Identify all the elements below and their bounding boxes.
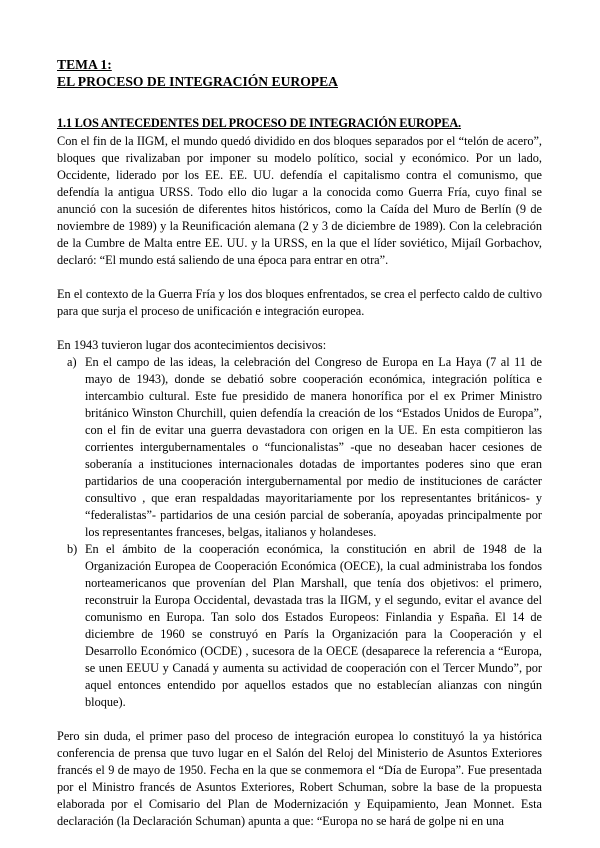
list-item-text: En el ámbito de la cooperación económica, la constitución en abril de 1948 de la Organización Europea de Cooperación Económica (OECE), la cual administraba los fondos norteamericanos que provenían del Plan Marshall, que tenía dos objetivos: el primero, reconstruir la Europa Occidental, devastada tras la IIGM, y el segundo, evitar el avance del comunismo en Europa. Tan solo dos Estados Europeos: Finlandia y España. El 14 de diciembre de 1960 se construyó en París la Organización para la Cooperación y el Desarrollo Económico (OCDE) , sucesora de la OECE (desaparece la referencia a “Europa, se unen EEUU y Canadá y aumenta su actividad de cooperación con el Tercer Mundo”, por aquel entonces entendido por aquellos estados que no establecían alianzas con ningún bloque). bbox=[85, 542, 542, 709]
document-page bbox=[57, 56, 542, 830]
title-line-2: EL PROCESO DE INTEGRACIÓN EUROPEA bbox=[57, 74, 338, 89]
list-item bbox=[57, 541, 542, 711]
events-list bbox=[57, 354, 542, 711]
list-item-text: En el campo de las ideas, la celebración del Congreso de Europa en La Haya (7 al 11 de mayo de 1943), donde se debatió sobre cooperación económica, integración política e intercambio cultural. Este fue presidido de manera honorífica por el ex Primer Ministro británico Winston Churchill, quien defendía la creación de los “Estados Unidos de Europa”, con el fin de evitar una guerra devastadora con origen en la UE. En esta compitieron las corrientes intergubernamentales o “funcionalistas” -que no deseaban hacer cesiones de soberanía a instituciones internacionales dotadas de importantes poderes sino que eran partidarios de una cooperación intergubernamental por medio de instituciones de carácter consultivo , que eran respaldadas mayoritariamente por los representantes británicos- y “federalistas”- partidarios de una cesión parcial de soberanía, apoyadas principalmente por los representantes franceses, belgas, italianos y holandeses. bbox=[85, 355, 542, 539]
list-item bbox=[57, 354, 542, 541]
list-item-label: a) bbox=[67, 355, 77, 369]
paragraph-context: En el contexto de la Guerra Fría y los dos bloques enfrentados, se crea el perfecto caldo de cultivo para que surja el proceso de unificación e integración europea. bbox=[57, 287, 542, 318]
section-heading: 1.1 LOS ANTECEDENTES DEL PROCESO DE INTEGRACIÓN EUROPEA. bbox=[57, 116, 461, 130]
list-item-label: b) bbox=[67, 542, 78, 556]
page-title bbox=[57, 56, 542, 90]
paragraph-events-intro: En 1943 tuvieron lugar dos acontecimientos decisivos: bbox=[57, 338, 327, 352]
paragraph-schuman: Pero sin duda, el primer paso del proceso de integración europea lo constituyó la ya histórica conferencia de prensa que tuvo lugar en el Salón del Reloj del Ministerio de Asuntos Exteriores francés el 9 de mayo de 1950. Fecha en la que se conmemora el “Día de Europa”. Fue presentada por el Ministro francés de Asuntos Exteriores, Robert Schuman, sobre la base de la propuesta elaborada por el Comisario del Plan de Modernización y Equipamiento, Jean Monnet. Esta declaración (la Declaración Schuman) apunta a que: “Europa no se hará de golpe ni en una bbox=[57, 729, 542, 828]
title-line-1: TEMA 1: bbox=[57, 57, 112, 72]
paragraph-intro: Con el fin de la IIGM, el mundo quedó dividido en dos bloques separados por el “telón de acero”, bloques que rivalizaban por imponer su modelo político, social y económico. Por un lado, Occidente, liderado por los EE. EE. UU. defendía el capitalismo contra el comunismo, que defendía la antigua URSS. Todo ello dio lugar a la conocida como Guerra Fría, cuyo final se anunció con la sucesión de diferentes hitos históricos, como la Caída del Muro de Berlín (9 de noviembre de 1989) y la Reunificación alemana (2 y 3 de diciembre de 1989). Con la celebración de la Cumbre de Malta entre EE. UU. y la URSS, en la que el líder soviético, Mijaíl Gorbachov, declaró: “El mundo está saliendo de una época para entrar en otra”. bbox=[57, 134, 542, 267]
